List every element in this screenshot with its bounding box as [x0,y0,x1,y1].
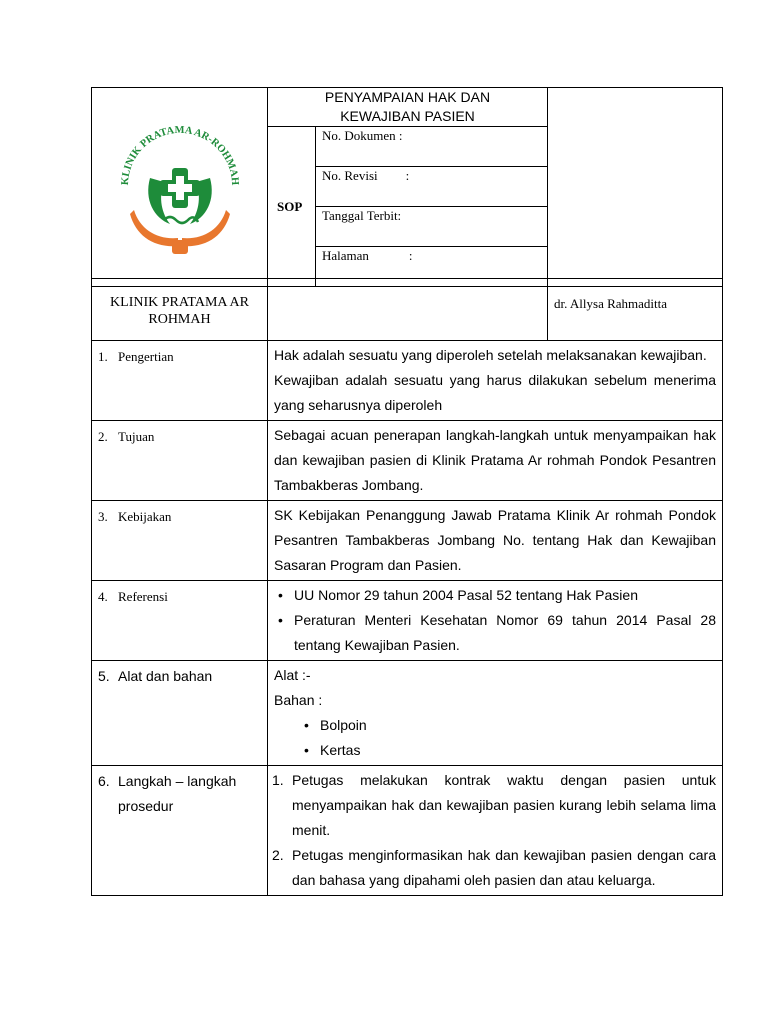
content-pengertian: Hak adalah sesuatu yang diperoleh setelah melaksanakan kewajiban. Kewajiban adalah sesuatu yang harus dilakukan sebelum menerima yang seharusnya diperoleh [268,341,723,421]
content-kebijakan: SK Kebijakan Penanggung Jawab Pratama Klinik Ar rohmah Pondok Pesantren Tambakberas Jombang No. tentang Hak dan Kewajiban Sasaran Program dan Pasien. [268,501,723,581]
content-tujuan: Sebagai acuan penerapan langkah-langkah untuk menyampaikan hak dan kewajiban pasien di Klinik Pratama Ar rohmah Pondok Pesantren Tambakberas Jombang. [268,421,723,501]
sop-content-table [91,278,723,896]
label-alat-bahan: 5. Alat dan bahan [92,661,268,766]
logo-cell [92,88,268,287]
field-tanggal-terbit: Tanggal Terbit: [316,207,548,247]
field-no-dokumen: No. Dokumen : [316,127,548,167]
content-referensi [268,581,723,661]
section-tujuan [92,421,723,501]
label-referensi: 4. Referensi [92,581,268,661]
label-pengertian: 1. Pengertian [92,341,268,421]
label-kebijakan: 3. Kebijakan [92,501,268,581]
sop-label: SOP [268,127,316,287]
document-title: PENYAMPAIAN HAK DAN KEWAJIBAN PASIEN [268,88,548,127]
section-kebijakan [92,501,723,581]
header-table [91,87,723,287]
doctor-name: dr. Allysa Rahmaditta [548,279,723,341]
label-langkah: 6. Langkah – langkah prosedur [92,766,268,896]
list-item: • Bolpoin [320,713,716,738]
empty-middle-cell [268,279,548,341]
section-alat-bahan [92,661,723,766]
list-item: 2. Petugas menginformasikan hak dan kewajiban pasien dengan cara dan bahasa yang dipahami oleh pasien dan atau keluarga. [272,847,716,888]
section-pengertian [92,341,723,421]
field-no-revisi: No. Revisi : [316,167,548,207]
clinic-logo [92,90,268,280]
clinic-name: KLINIK PRATAMA AR ROHMAH [92,279,268,341]
header-empty-cell [548,88,723,287]
list-item: • UU Nomor 29 tahun 2004 Pasal 52 tentang Hak Pasien [294,583,716,608]
label-tujuan: 2. Tujuan [92,421,268,501]
list-item: • Kertas [320,738,716,763]
content-langkah [268,766,723,896]
hands-icon [130,210,230,254]
field-halaman: Halaman : [316,247,548,287]
medical-cross-icon [160,168,200,208]
logo-arc-text: KLINIK PRATAMA AR-ROHMAH [119,124,241,186]
content-alat-bahan: Alat :- Bahan : • Bolpoin • Kertas [268,661,723,766]
list-item: 1. Petugas melakukan kontrak waktu dengan pasien untuk menyampaikan hak dan kewajiban pasien kurang lebih selama lima menit. [272,772,716,838]
list-item: • Peraturan Menteri Kesehatan Nomor 69 tahun 2014 Pasal 28 tentang Kewajiban Pasien. [294,608,716,658]
section-langkah [92,766,723,896]
section-referensi [92,581,723,661]
